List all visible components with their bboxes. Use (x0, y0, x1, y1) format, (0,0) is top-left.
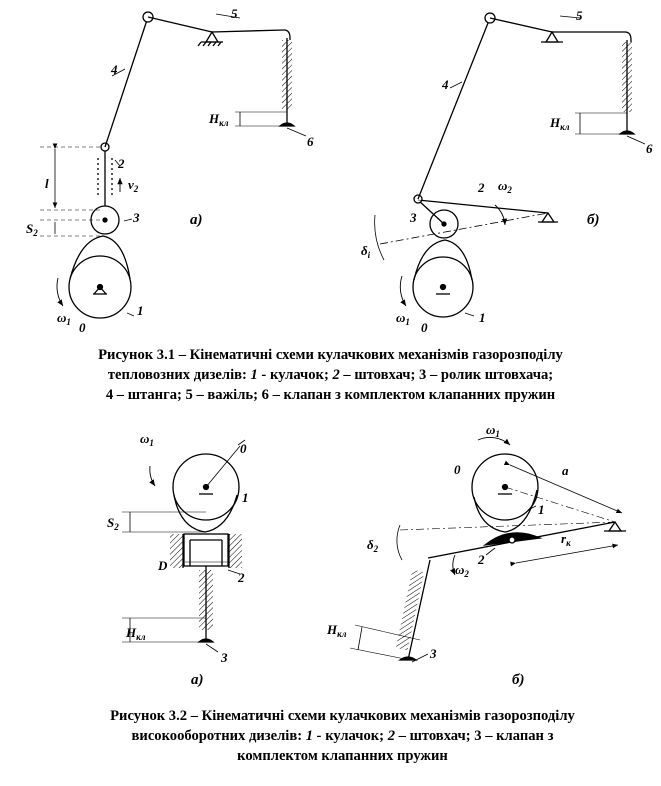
figure-3-2-caption (12, 706, 661, 766)
caption32-line1: Рисунок 3.2 – Кінематичні схеми кулачкових механізмів газорозподілу (110, 708, 575, 724)
fig31a-label-5: 5 (231, 6, 238, 21)
fig31a-label-0: 0 (79, 320, 86, 335)
fig31b-label-1: 1 (479, 310, 486, 325)
fig31a-label-l: l (45, 176, 49, 191)
fig31a-label-v: $v_2$ (128, 177, 139, 194)
fig32b-subfig-label: б) (512, 672, 525, 688)
fig31a-rod-4 (105, 17, 148, 147)
fig32a-mechanism (122, 440, 245, 652)
fig31b-label-5: 5 (576, 8, 583, 23)
fig31b-label-delta: $\delta_i$ (361, 243, 371, 260)
fig32a-label-D: D (158, 558, 168, 573)
fig31b-label-0: 0 (421, 320, 428, 335)
fig31a-label-H: $H_{кл}$ (209, 111, 229, 128)
fig32a-label-1: 1 (242, 490, 249, 505)
fig32b-label-w1: $\omega_1$ (486, 422, 500, 439)
fig32b-label-a: a (562, 463, 569, 478)
caption31-line1: Рисунок 3.1 – Кінематичні схеми кулачкових механізмів газорозподілу (98, 347, 563, 363)
fig31b-label-w2: $\omega_2$ (498, 178, 512, 195)
fig31a-label-S: $S_2$ (26, 221, 38, 238)
fig31b-labels (361, 8, 653, 335)
fig32b-label-delta: $\delta_2$ (367, 537, 379, 554)
fig32a-label-S: $S_2$ (107, 515, 119, 532)
figure-3-1-caption (0, 345, 661, 405)
fig31b-rod-4 (418, 18, 490, 199)
fig32b-mechanism (350, 437, 626, 662)
fig31a-label-2: 2 (118, 156, 125, 171)
fig32b-label-H: $H_{кл}$ (327, 622, 347, 639)
fig31b-label-2: 2 (478, 180, 485, 195)
fig31a-subfig-label: а) (190, 212, 203, 228)
fig31b-lever-5 (490, 18, 552, 32)
fig31a-mechanism (40, 12, 306, 318)
fig31b-label-w1: $\omega_1$ (396, 310, 410, 327)
caption31-line3: 4 – штанга; 5 – важіль; 6 – клапан з комплектом клапанних пружин (105, 387, 556, 403)
fig31a-label-1: 1 (137, 303, 144, 318)
fig31a-label-6: 6 (307, 134, 314, 149)
fig31a-label-3: 3 (133, 210, 140, 225)
fig32a-label-2: 2 (238, 570, 245, 585)
fig32a-label-w1: $\omega_1$ (140, 431, 154, 448)
fig31b-label-4: 4 (442, 77, 449, 92)
fig32b-label-0: 0 (454, 462, 461, 477)
fig32a-label-3: 3 (221, 650, 228, 665)
caption32-line3: комплектом клапанних пружин (237, 748, 448, 764)
fig31b-mechanism (375, 13, 645, 317)
fig31b-label-6: 6 (646, 141, 653, 156)
fig31b-label-H: $H_{кл}$ (550, 115, 570, 132)
caption31-line2: тепловозних дизелів: 1 - кулачок; 2 – штовхач; 3 – ролик штовхача; (107, 367, 554, 383)
fig32b-label-3: 3 (430, 646, 437, 661)
fig32b-label-2: 2 (478, 552, 485, 567)
fig31b-subfig-label: б) (587, 212, 600, 228)
fig32b-label-r: $r_к$ (561, 531, 571, 548)
fig32a-label-H: $H_{кл}$ (126, 625, 146, 642)
caption32-line2: високооборотних дизелів: 1 - кулачок; 2 – штовхач; 3 – клапан з (131, 728, 554, 744)
fig31a-label-w1: $\omega_1$ (57, 310, 71, 327)
fig31a-lever-5 (148, 17, 212, 32)
fig32b-label-w2: $\omega_2$ (455, 562, 469, 579)
fig32b-label-1: 1 (538, 502, 545, 517)
fig31b-label-3: 3 (410, 210, 417, 225)
fig32a-label-0: 0 (240, 441, 247, 456)
fig32a-subfig-label: а) (191, 672, 204, 688)
fig31a-label-4: 4 (111, 62, 118, 77)
fig32b-labels (326, 422, 571, 688)
